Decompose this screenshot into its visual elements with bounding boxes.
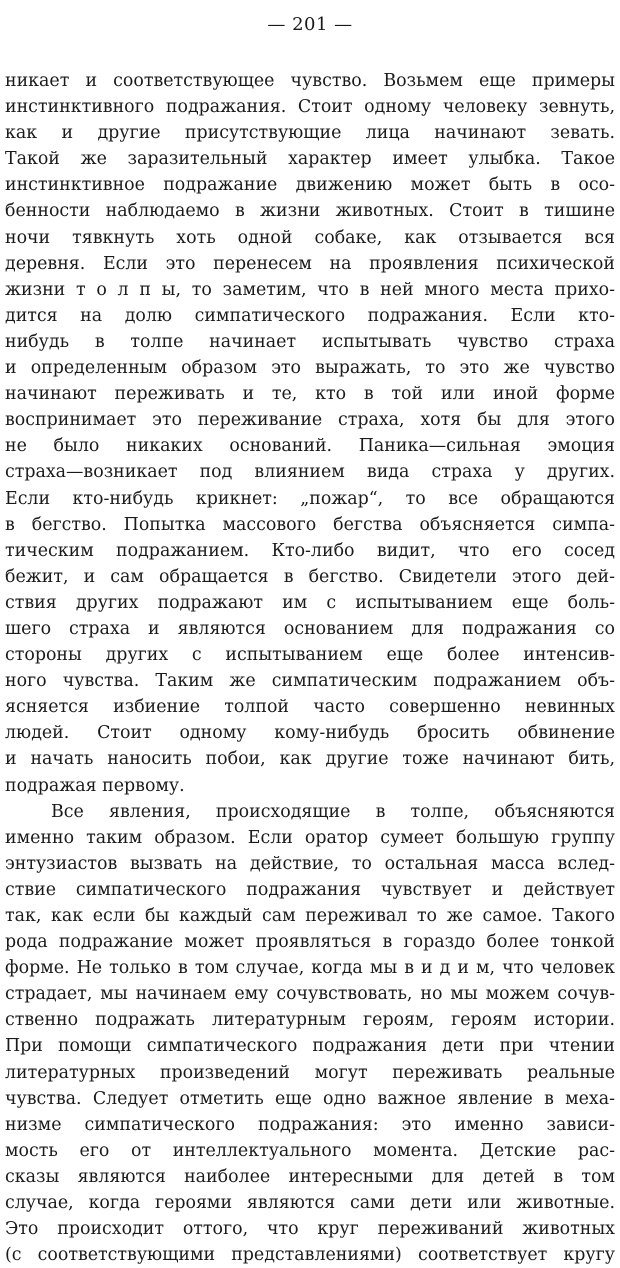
text-line: форме. Не только в том случае, когда мы в и д и м, что человек: [5, 958, 615, 979]
text-line: случае, когда героями являются сами дети или животные.: [5, 1193, 615, 1214]
text-line: начинают переживать и те, кто в той или иной форме: [5, 384, 615, 405]
text-line: людей. Стоит одному кому-нибудь бросить обвинение: [5, 723, 615, 744]
text-line: сказы являются наиболее интересными для детей в том: [5, 1166, 615, 1187]
text-line: Такой же заразительный характер имеет улыбка. Такое: [5, 149, 615, 170]
text-line: тическим подражанием. Кто-либо видит, что его сосед: [5, 540, 615, 561]
text-line: инстинктивное подражание движению может быть в осо-: [5, 175, 615, 196]
text-line: бежит, и сам обращается в бегство. Свидетели этого дей-: [5, 566, 615, 587]
text-line: и начать наносить побои, как другие тоже начинают бить,: [5, 749, 615, 770]
text-line: деревня. Если это перенесем на проявления психической: [5, 253, 615, 274]
text-line: рода подражание может проявляться в гораздо более тонкой: [5, 932, 615, 953]
text-line: страха—возникает под влиянием вида страха у других.: [5, 462, 615, 483]
text-line: литературных произведений могут переживать реальные: [5, 1062, 615, 1083]
text-line: ного чувства. Таким же симпатическим подражанием объ-: [5, 671, 615, 692]
text-line: подражая первому.: [5, 775, 185, 796]
text-line: Это происходит оттого, что круг переживаний животных: [5, 1219, 615, 1240]
text-line: жизни т о л п ы, то заметим, что в ней много места прихо-: [5, 279, 615, 300]
page-number: — 201 —: [267, 14, 353, 35]
text-line: стороны других с испытыванием еще более интенсив-: [5, 645, 615, 666]
text-line: не было никаких оснований. Паника—сильная эмоция: [5, 436, 615, 457]
text-line: ствия других подражают им с испытыванием еще боль-: [5, 592, 615, 613]
text-line: бенности наблюдаемо в жизни животных. Стоит в тишине: [5, 201, 615, 222]
text-line: мость его от интеллектуального момента. Детские рас-: [5, 1140, 615, 1161]
text-line: ночи тявкнуть хоть одной собаке, как отзывается вся: [5, 227, 615, 248]
text-line: в бегство. Попытка массового бегства объясняется симпа-: [5, 514, 615, 535]
text-line: именно таким образом. Если оратор сумеет большую группу: [5, 827, 615, 848]
body-text: [5, 68, 615, 1268]
text-line: энтузиастов вызвать на действие, то остальная масса вслед-: [5, 853, 615, 874]
text-line: Все явления, происходящие в толпе, объясняются: [51, 801, 615, 822]
text-line: ственно подражать литературным героям, героям истории.: [5, 1010, 615, 1031]
text-line: При помощи симпатического подражания дети при чтении: [5, 1036, 615, 1057]
text-line: (с соответствующими представлениями) соответствует кругу: [5, 1245, 615, 1266]
text-line: инстинктивного подражания. Стоит одному человеку зевнуть,: [5, 97, 615, 118]
text-line: шего страха и являются основанием для подражания со: [5, 618, 615, 639]
text-line: ствие симпатического подражания чувствует и действует: [5, 879, 615, 900]
text-line: так, как если бы каждый сам переживал то же самое. Такого: [5, 906, 615, 926]
text-line: чувства. Следует отметить еще одно важное явление в меха-: [5, 1088, 615, 1109]
text-line: никает и соответствующее чувство. Возьмем еще примеры: [5, 71, 615, 91]
text-line: Если кто-нибудь крикнет: „пожар“, то все обращаются: [5, 488, 615, 509]
text-line: нибудь в толпе начинает испытывать чувство страха: [5, 331, 615, 352]
text-line: низме симпатического подражания: это именно зависи-: [5, 1114, 615, 1135]
text-line: воспринимает это переживание страха, хотя бы для этого: [5, 410, 615, 431]
text-line: и определенным образом это выражать, то это же чувство: [5, 358, 615, 379]
text-line: дится на долю симпатического подражания. Если кто-: [5, 305, 615, 326]
text-line: страдает, мы начинаем ему сочувствовать, но мы можем сочув-: [5, 984, 615, 1005]
text-line: как и другие присутствующие лица начинают зевать.: [5, 123, 615, 144]
text-line: ясняется избиение толпой часто совершенно невинных: [5, 697, 615, 718]
